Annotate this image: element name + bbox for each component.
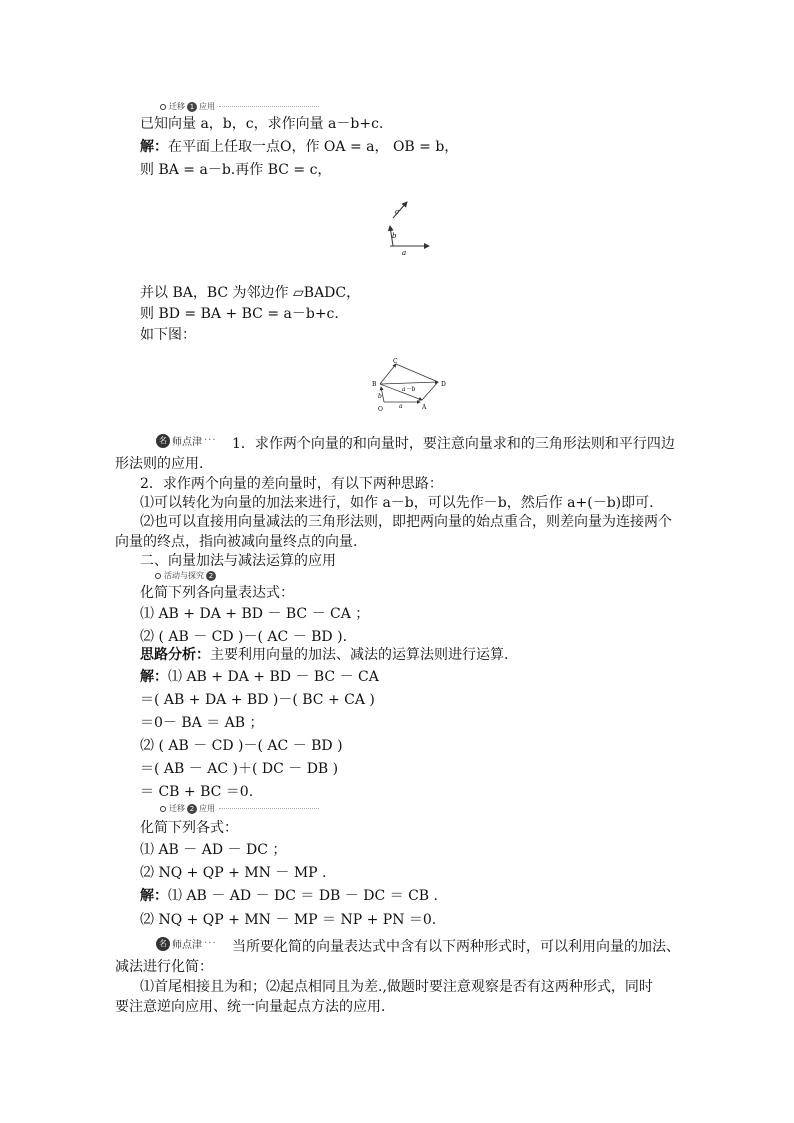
solution-line: ＝( AB － AC )＋( DC － DB ): [140, 761, 339, 777]
note-text: ⑵也可以直接用向量减法的三角形法则，即把两向量的始点重合，则差向量为连接两个: [140, 514, 672, 530]
solution-text: 在平面上任取一点O，作 OA = a， OB = b，: [168, 139, 459, 155]
figure-label: b: [378, 393, 382, 400]
figure-label: a: [399, 403, 403, 410]
segment-bd: [380, 382, 438, 384]
teacher-note-badge: [156, 936, 217, 951]
dots-decoration: ···: [204, 938, 217, 949]
solution-line: [140, 887, 438, 905]
question-text: 化简下列各式：: [140, 820, 238, 836]
section-suffix: 应用: [199, 804, 215, 813]
bullet-icon: [160, 104, 166, 110]
solution-line: 如下图：: [140, 327, 196, 343]
figure-label: A: [422, 404, 427, 411]
question-text: 化简下列各向量表达式：: [140, 585, 294, 601]
segment-cd: [396, 364, 438, 382]
section-label: 活动与探究: [164, 571, 204, 580]
section-header-activity: [155, 570, 218, 581]
bullet-icon: [155, 573, 161, 579]
figure-label: O: [378, 406, 383, 412]
solution-line: [140, 138, 458, 156]
solution-label: 解：: [140, 139, 168, 155]
solution-text: ⑴ AB － AD － DC ＝ DB － DC ＝ CB .: [168, 888, 438, 904]
solution-line: [140, 668, 379, 686]
figure-label: c: [395, 208, 399, 216]
section-number-badge: 2: [206, 571, 216, 581]
section-header-transfer: [160, 101, 319, 112]
solution-label: 解：: [140, 669, 168, 685]
section-suffix: 应用: [199, 102, 215, 111]
dotted-rule: [219, 106, 319, 107]
solution-line: 则 BD = BA + BC = a－b+c.: [140, 306, 339, 322]
section-heading: 二、向量加法与减法运算的应用: [140, 553, 336, 569]
bullet-icon: [160, 806, 166, 812]
solution-line: ⑵ NQ + QP + MN － MP ＝ NP + PN ＝0.: [140, 912, 437, 928]
section-header-transfer-2: [160, 803, 319, 814]
note-text: 1．求作两个向量的和向量时，要注意向量求和的三角形法则和平行四边: [232, 436, 675, 452]
segment-ad: [422, 382, 438, 400]
problem-statement: 已知向量 a，b，c，求作向量 a－b+c.: [140, 116, 384, 132]
figure-label: C: [393, 358, 398, 365]
solution-line: ＝ CB + BC ＝0.: [140, 784, 254, 800]
section-label: 迁移: [169, 102, 185, 111]
figure-label: B: [372, 381, 377, 388]
solution-line: 并以 BA，BC 为邻边作 ▱BADC，: [140, 285, 361, 301]
analysis-text: 主要利用向量的加法、减法的运算法则进行运算.: [210, 647, 509, 663]
solution-line: ＝( AB + DA + BD )－( BC + CA ): [140, 692, 375, 708]
question-text: ⑴ AB － AD － DC ；: [140, 842, 287, 858]
teacher-note-label: 师点津: [172, 940, 202, 951]
solution-line: 则 BA = a－b.再作 BC = c，: [140, 162, 332, 178]
figure-label: b: [392, 232, 397, 240]
teacher-note-label: 师点津: [172, 437, 202, 448]
solution-text: ⑴ AB + DA + BD － BC － CA: [168, 669, 379, 685]
section-label: 迁移: [169, 804, 185, 813]
solution-label: 解：: [140, 888, 168, 904]
figure-label: a: [402, 249, 407, 257]
teacher-logo-icon: 名: [156, 434, 170, 448]
note-text: 减法进行化简：: [115, 959, 213, 975]
note-text: ⑴首尾相接且为和；⑵起点相同且为差.,做题时要注意观察是否有这两种形式，同时: [140, 979, 653, 995]
note-text: ⑴可以转化为向量的加法来进行，如作 a－b，可以先作－b，然后作 a+(－b)即可.: [140, 495, 654, 511]
note-text: 要注意逆向应用、统一向量起点方法的应用.: [115, 999, 386, 1015]
figure-label: D: [441, 381, 446, 388]
analysis-line: [140, 646, 508, 664]
vector-figure-abc: [385, 196, 435, 258]
note-text: 2．求作两个向量的差向量时，有以下两种思路：: [140, 476, 443, 492]
dots-decoration: ···: [204, 435, 217, 446]
note-text: 向量的终点，指向被减向量终点的向量.: [115, 534, 358, 550]
teacher-logo-icon: 名: [156, 937, 170, 951]
question-text: ⑴ AB + DA + BD － BC － CA ；: [140, 606, 370, 622]
segment-ba: [380, 384, 422, 400]
teacher-note-badge: [156, 433, 217, 448]
solution-line: ⑵ ( AB － CD )－( AC － BD ): [140, 738, 343, 754]
section-number-badge: 2: [187, 804, 197, 814]
question-text: ⑵ NQ + QP + MN － MP .: [140, 865, 327, 881]
note-text: 当所要化简的向量表达式中含有以下两种形式时，可以利用向量的加法、: [232, 939, 680, 955]
segment-bc: [380, 364, 396, 384]
section-number-badge: 1: [187, 102, 197, 112]
parallelogram-figure: [370, 356, 452, 412]
note-text: 形法则的应用.: [115, 456, 204, 472]
solution-line: ＝0－ BA ＝ AB ；: [140, 715, 264, 731]
dotted-rule: [219, 808, 319, 809]
analysis-label: 思路分析：: [140, 647, 210, 663]
question-text: ⑵ ( AB － CD )－( AC － BD ).: [140, 629, 348, 645]
figure-label: a－b: [402, 386, 416, 393]
